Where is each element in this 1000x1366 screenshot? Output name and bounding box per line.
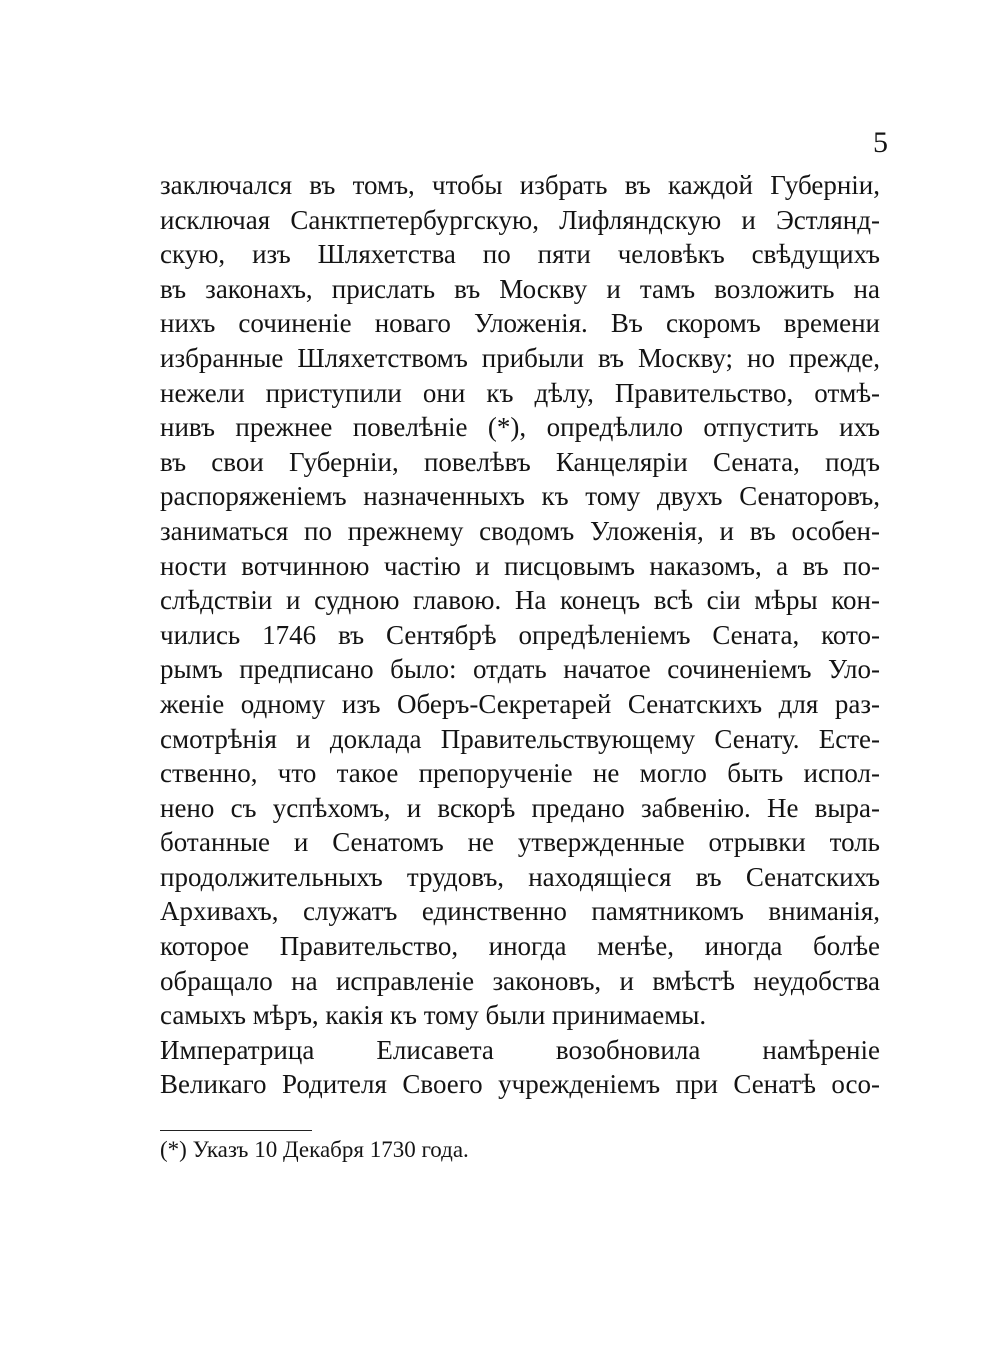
- text-line: Императрица Елисавета возобновила намѣреніе: [160, 1034, 880, 1065]
- text-line: нежели приступили они къ дѣлу, Правительство, отмѣ-: [160, 377, 880, 408]
- text-line: скую, изъ Шляхетства по пяти человѣкъ свѣдущихъ: [160, 239, 880, 270]
- text-line: продолжительныхъ трудовъ, находящіеся въ Сенатскихъ: [160, 861, 880, 892]
- text-line: въ свои Губерніи, повелѣвъ Канцеляріи Сената, подъ: [160, 446, 880, 477]
- page-number: 5: [873, 126, 888, 159]
- text-line: заниматься по прежнему сводомъ Уложенія, и въ особен-: [160, 515, 880, 546]
- text-line: ности вотчинною частію и писцовымъ наказомъ, а въ по-: [160, 550, 880, 581]
- text-line: которое Правительство, иногда менѣе, иногда болѣе: [160, 931, 880, 962]
- text-line: Архивахъ, служатъ единственно памятникомъ вниманія,: [160, 896, 880, 927]
- text-line: слѣдствіи и судною главою. На конецъ всѣ сіи мѣры кон-: [160, 585, 880, 616]
- text-line: ботанные и Сенатомъ не утвержденные отрывки толь: [160, 827, 880, 858]
- text-line: въ законахъ, прислать въ Москву и тамъ возложить на: [160, 273, 880, 304]
- text-line: нено съ успѣхомъ, и вскорѣ предано забвенію. Не выра-: [160, 792, 880, 823]
- text-line: нивъ прежнее повелѣніе (*), опредѣлило отпустить ихъ: [160, 412, 880, 443]
- text-line: обращало на исправленіе законовъ, и вмѣстѣ неудобства: [160, 965, 880, 996]
- text-line: самыхъ мѣръ, какія къ тому были принимаемы.: [160, 1000, 707, 1031]
- body-text: [160, 168, 880, 1102]
- footnote-divider: [160, 1130, 312, 1131]
- text-line: исключая Санктпетербургскую, Лифляндскую и Эстлянд-: [160, 204, 880, 235]
- text-line: рымъ предписано было: отдать начатое сочиненіемъ Уло-: [160, 654, 880, 685]
- text-line: заключался въ томъ, чтобы избрать въ каждой Губерніи,: [160, 170, 880, 200]
- text-line: ственно, что такое препорученіе не могло быть испол-: [160, 758, 880, 789]
- text-line: избранные Шляхетствомъ прибыли въ Москву; но прежде,: [160, 342, 880, 373]
- text-line: чились 1746 въ Сентябрѣ опредѣленіемъ Сената, кото-: [160, 619, 880, 650]
- text-line: Великаго Родителя Своего учрежденіемъ при Сенатѣ осо-: [160, 1069, 880, 1100]
- text-line: распоряженіемъ назначенныхъ къ тому двухъ Сенаторовъ,: [160, 481, 880, 512]
- text-line: смотрѣнія и доклада Правительствующему Сенату. Есте-: [160, 723, 880, 754]
- text-line: женіе одному изъ Оберъ-Секретарей Сенатскихъ для раз-: [160, 688, 880, 719]
- footnote: (*) Указъ 10 Декабря 1730 года.: [160, 1137, 469, 1162]
- text-line: нихъ сочиненіе новаго Уложенія. Въ скоромъ времени: [160, 308, 880, 339]
